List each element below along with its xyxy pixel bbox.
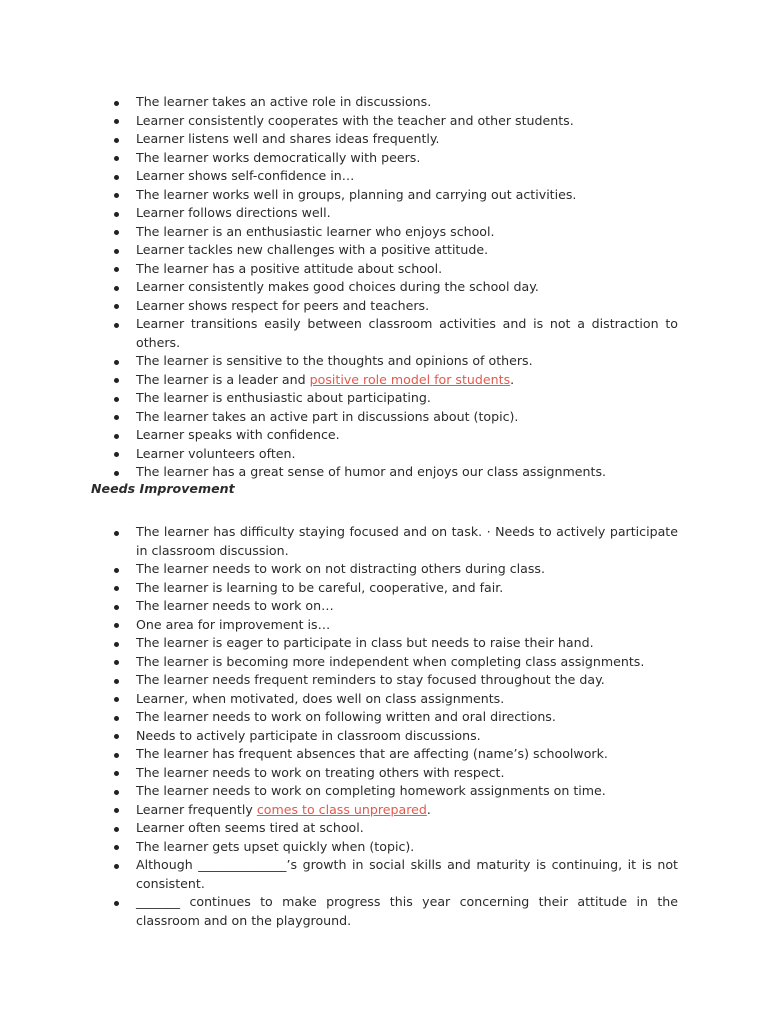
list-item <box>112 782 678 801</box>
bullet-icon <box>114 267 119 272</box>
inline-link[interactable]: comes to class unprepared <box>256 801 427 817</box>
list-item <box>112 297 678 316</box>
list-item-text: The learner is an enthusiastic learner who enjoys school. <box>136 223 495 239</box>
bullet-icon <box>114 452 119 457</box>
improvement-comments-list <box>112 523 678 930</box>
list-item-text: Learner often seems tired at school. <box>136 820 364 835</box>
list-item-text: The learner is sensitive to the thoughts and opinions of others. <box>136 353 533 368</box>
list-item-text: The learner needs to work on not distracting others during class. <box>136 561 545 576</box>
bullet-icon <box>114 286 119 291</box>
list-item <box>112 463 678 482</box>
list-item-text: . <box>510 371 515 387</box>
bullet-icon <box>114 568 119 573</box>
bullet-icon <box>114 808 119 813</box>
list-item-text: The learner is enthusiastic about participating. <box>136 390 431 405</box>
bullet-icon <box>114 605 119 610</box>
list-item <box>112 653 678 672</box>
bullet-icon <box>114 230 119 235</box>
bullet-icon <box>114 753 119 758</box>
list-item <box>112 745 678 764</box>
list-item-text: The learner is becoming more independent when completing class assignments. <box>136 653 645 669</box>
list-item <box>112 371 678 390</box>
list-item <box>112 727 678 746</box>
list-item <box>112 352 678 371</box>
list-item-text: The learner needs to work on completing homework assignments on time. <box>136 783 606 798</box>
list-item <box>112 278 678 297</box>
list-item <box>112 671 678 690</box>
bullet-icon <box>114 827 119 832</box>
bullet-icon <box>114 623 119 628</box>
list-item-text: The learner gets upset quickly when (topic). <box>136 838 415 854</box>
list-item <box>112 708 678 727</box>
list-item <box>112 223 678 242</box>
list-item <box>112 93 678 112</box>
list-item-text: Learner frequently <box>136 801 257 817</box>
bullet-icon <box>114 378 119 383</box>
bullet-icon <box>114 119 119 124</box>
bullet-icon <box>114 360 119 365</box>
list-item <box>112 838 678 857</box>
list-item <box>112 241 678 260</box>
bullet-icon <box>114 716 119 721</box>
list-item-text: Learner speaks with confidence. <box>136 427 340 442</box>
bullet-icon <box>114 660 119 665</box>
bullet-icon <box>114 434 119 439</box>
bullet-icon <box>114 249 119 254</box>
list-item-text: The learner has a positive attitude about school. <box>136 260 443 276</box>
list-item <box>112 893 678 930</box>
list-item-text: The learner has difficulty staying focused and on task. · Needs to actively participate in classroom discussion. <box>136 524 678 558</box>
list-item-text: The learner works well in groups, planning and carrying out activities. <box>136 186 577 202</box>
list-item <box>112 389 678 408</box>
list-item-text: Learner listens well and shares ideas frequently. <box>136 131 440 146</box>
list-item <box>112 819 678 838</box>
list-item <box>112 690 678 709</box>
bullet-icon <box>114 845 119 850</box>
list-item-text: The learner needs frequent reminders to stay focused throughout the day. <box>136 672 605 687</box>
list-item <box>112 523 678 560</box>
list-item-text: Learner volunteers often. <box>136 445 296 461</box>
list-item <box>112 149 678 168</box>
list-item-text: Learner shows respect for peers and teachers. <box>136 297 430 313</box>
bullet-icon <box>114 193 119 198</box>
positive-comments-list <box>112 93 678 482</box>
bullet-icon <box>114 771 119 776</box>
bullet-icon <box>114 156 119 161</box>
bullet-icon <box>114 734 119 739</box>
list-item-text: One area for improvement is… <box>136 616 331 632</box>
list-item <box>112 186 678 205</box>
bullet-icon <box>114 586 119 591</box>
list-item <box>112 856 678 893</box>
list-item <box>112 204 678 223</box>
list-item-text: Learner transitions easily between classroom activities and is not a distraction to others. <box>136 316 678 350</box>
list-item <box>112 260 678 279</box>
list-item <box>112 597 678 616</box>
bullet-icon <box>114 304 119 309</box>
list-item <box>112 408 678 427</box>
list-item-text: Learner follows directions well. <box>136 205 331 220</box>
list-item <box>112 634 678 653</box>
list-item-text: The learner takes an active part in discussions about (topic). <box>136 408 519 424</box>
list-item-text: The learner needs to work on treating others with respect. <box>136 764 505 780</box>
list-item-text: _______ continues to make progress this year concerning their attitude in the classroom and on the playground. <box>136 894 678 928</box>
bullet-icon <box>114 679 119 684</box>
list-item-text: The learner has frequent absences that are affecting (name’s) schoolwork. <box>136 746 608 761</box>
bullet-icon <box>114 212 119 217</box>
list-item-text: The learner needs to work on… <box>136 598 334 613</box>
list-item-text: Although ______________’s growth in social skills and maturity is continuing, it is not consistent. <box>136 857 678 891</box>
list-item <box>112 764 678 783</box>
list-item-text: Learner tackles new challenges with a positive attitude. <box>136 242 489 257</box>
list-item-text: . <box>426 801 431 817</box>
list-item-text: Learner, when motivated, does well on class assignments. <box>136 690 505 706</box>
list-item <box>112 315 678 352</box>
list-item <box>112 426 678 445</box>
list-item <box>112 560 678 579</box>
list-item-text: The learner needs to work on following written and oral directions. <box>136 709 556 724</box>
list-item-text: The learner works democratically with peers. <box>136 149 421 165</box>
list-item <box>112 616 678 635</box>
list-item <box>112 112 678 131</box>
list-item-text: Needs to actively participate in classroom discussions. <box>136 727 481 743</box>
bullet-icon <box>114 415 119 420</box>
list-item <box>112 130 678 149</box>
list-item-text: The learner is learning to be careful, cooperative, and fair. <box>136 579 504 595</box>
bullet-icon <box>114 864 119 869</box>
bullet-icon <box>114 175 119 180</box>
bullet-icon <box>114 697 119 702</box>
list-item-text: The learner takes an active role in discussions. <box>136 94 432 109</box>
list-item-text: The learner is eager to participate in class but needs to raise their hand. <box>136 635 594 650</box>
list-item-text: Learner consistently makes good choices during the school day. <box>136 279 539 294</box>
bullet-icon <box>114 323 119 328</box>
list-item-text: The learner is a leader and <box>136 371 310 387</box>
list-item <box>112 801 678 820</box>
list-item <box>112 579 678 598</box>
list-item-text: Learner consistently cooperates with the teacher and other students. <box>136 112 574 128</box>
bullet-icon <box>114 471 119 476</box>
bullet-icon <box>114 531 119 536</box>
needs-improvement-heading: Needs Improvement <box>91 481 235 496</box>
bullet-icon <box>114 642 119 647</box>
list-item-text: The learner has a great sense of humor and enjoys our class assignments. <box>136 464 607 479</box>
inline-link[interactable]: positive role model for students <box>309 371 511 387</box>
bullet-icon <box>114 101 119 106</box>
list-item <box>112 445 678 464</box>
list-item <box>112 167 678 186</box>
bullet-icon <box>114 138 119 143</box>
bullet-icon <box>114 901 119 906</box>
bullet-icon <box>114 397 119 402</box>
list-item-text: Learner shows self-confidence in… <box>136 168 355 183</box>
bullet-icon <box>114 790 119 795</box>
